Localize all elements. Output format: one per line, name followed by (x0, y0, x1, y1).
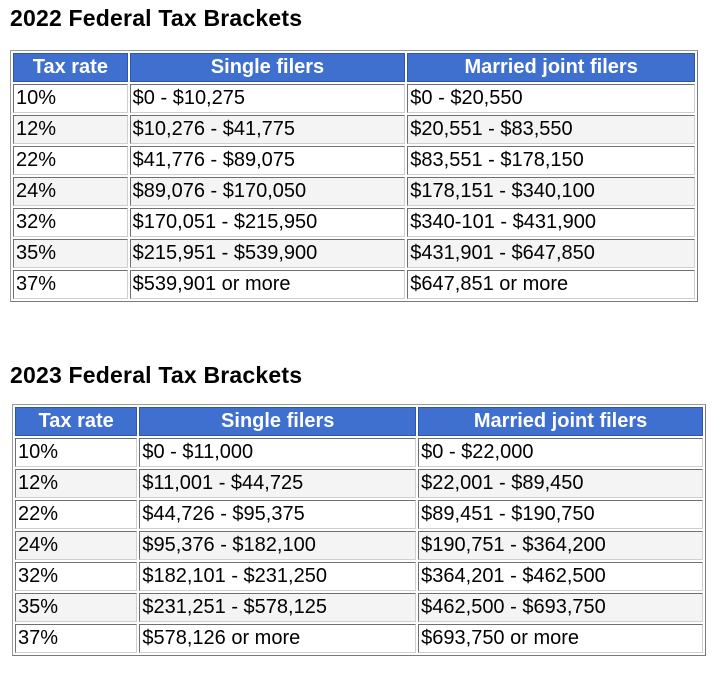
table-title-2022: 2022 Federal Tax Brackets (10, 5, 303, 31)
column-header-single-filers: Single filers (130, 53, 406, 82)
single-filers-cell: $231,251 - $578,125 (139, 593, 416, 622)
tax-rate-cell: 37% (13, 270, 128, 299)
married-joint-filers-cell: $83,551 - $178,150 (407, 146, 695, 175)
single-filers-cell: $0 - $11,000 (139, 438, 416, 467)
single-filers-cell: $89,076 - $170,050 (130, 177, 406, 206)
column-header-tax-rate: Tax rate (13, 53, 128, 82)
tax-rate-cell: 12% (15, 469, 137, 498)
single-filers-cell: $10,276 - $41,775 (130, 115, 406, 144)
table-row (15, 531, 703, 560)
tax-rate-cell: 12% (13, 115, 128, 144)
married-joint-filers-cell: $178,151 - $340,100 (407, 177, 695, 206)
table-row (13, 84, 695, 113)
tax-rate-cell: 10% (15, 438, 137, 467)
header-row (15, 407, 703, 436)
column-header-married-joint-filers: Married joint filers (418, 407, 703, 436)
single-filers-cell: $170,051 - $215,950 (130, 208, 406, 237)
married-joint-filers-cell: $89,451 - $190,750 (418, 500, 703, 529)
column-header-married-joint-filers: Married joint filers (407, 53, 695, 82)
tax-rate-cell: 24% (15, 531, 137, 560)
table-row (15, 562, 703, 591)
single-filers-cell: $41,776 - $89,075 (130, 146, 406, 175)
tax-rate-cell: 35% (15, 593, 137, 622)
single-filers-cell: $215,951 - $539,900 (130, 239, 406, 268)
table-row (15, 500, 703, 529)
married-joint-filers-cell: $0 - $22,000 (418, 438, 703, 467)
table-row (15, 469, 703, 498)
tax-rate-cell: 22% (13, 146, 128, 175)
tax-rate-cell: 35% (13, 239, 128, 268)
table-row (13, 146, 695, 175)
table-row (13, 239, 695, 268)
table-row (13, 177, 695, 206)
married-joint-filers-cell: $0 - $20,550 (407, 84, 695, 113)
married-joint-filers-cell: $647,851 or more (407, 270, 695, 299)
single-filers-cell: $539,901 or more (130, 270, 406, 299)
tax-brackets-table-2023 (12, 404, 706, 656)
single-filers-cell: $0 - $10,275 (130, 84, 406, 113)
tax-rate-cell: 32% (13, 208, 128, 237)
married-joint-filers-cell: $190,751 - $364,200 (418, 531, 703, 560)
married-joint-filers-cell: $364,201 - $462,500 (418, 562, 703, 591)
married-joint-filers-cell: $693,750 or more (418, 624, 703, 653)
tax-rate-cell: 37% (15, 624, 137, 653)
married-joint-filers-cell: $431,901 - $647,850 (407, 239, 695, 268)
single-filers-cell: $44,726 - $95,375 (139, 500, 416, 529)
tax-rate-cell: 22% (15, 500, 137, 529)
married-joint-filers-cell: $340-101 - $431,900 (407, 208, 695, 237)
column-header-tax-rate: Tax rate (15, 407, 137, 436)
single-filers-cell: $11,001 - $44,725 (139, 469, 416, 498)
table-row (13, 115, 695, 144)
table-row (13, 270, 695, 299)
single-filers-cell: $578,126 or more (139, 624, 416, 653)
header-row (13, 53, 695, 82)
tax-brackets-table-2022 (10, 50, 698, 302)
table-row (15, 438, 703, 467)
married-joint-filers-cell: $22,001 - $89,450 (418, 469, 703, 498)
table-row (15, 624, 703, 653)
table-row (13, 208, 695, 237)
table-title-2023: 2023 Federal Tax Brackets (10, 362, 303, 388)
married-joint-filers-cell: $20,551 - $83,550 (407, 115, 695, 144)
tax-rate-cell: 10% (13, 84, 128, 113)
married-joint-filers-cell: $462,500 - $693,750 (418, 593, 703, 622)
tax-rate-cell: 24% (13, 177, 128, 206)
tax-rate-cell: 32% (15, 562, 137, 591)
single-filers-cell: $182,101 - $231,250 (139, 562, 416, 591)
table-row (15, 593, 703, 622)
column-header-single-filers: Single filers (139, 407, 416, 436)
single-filers-cell: $95,376 - $182,100 (139, 531, 416, 560)
